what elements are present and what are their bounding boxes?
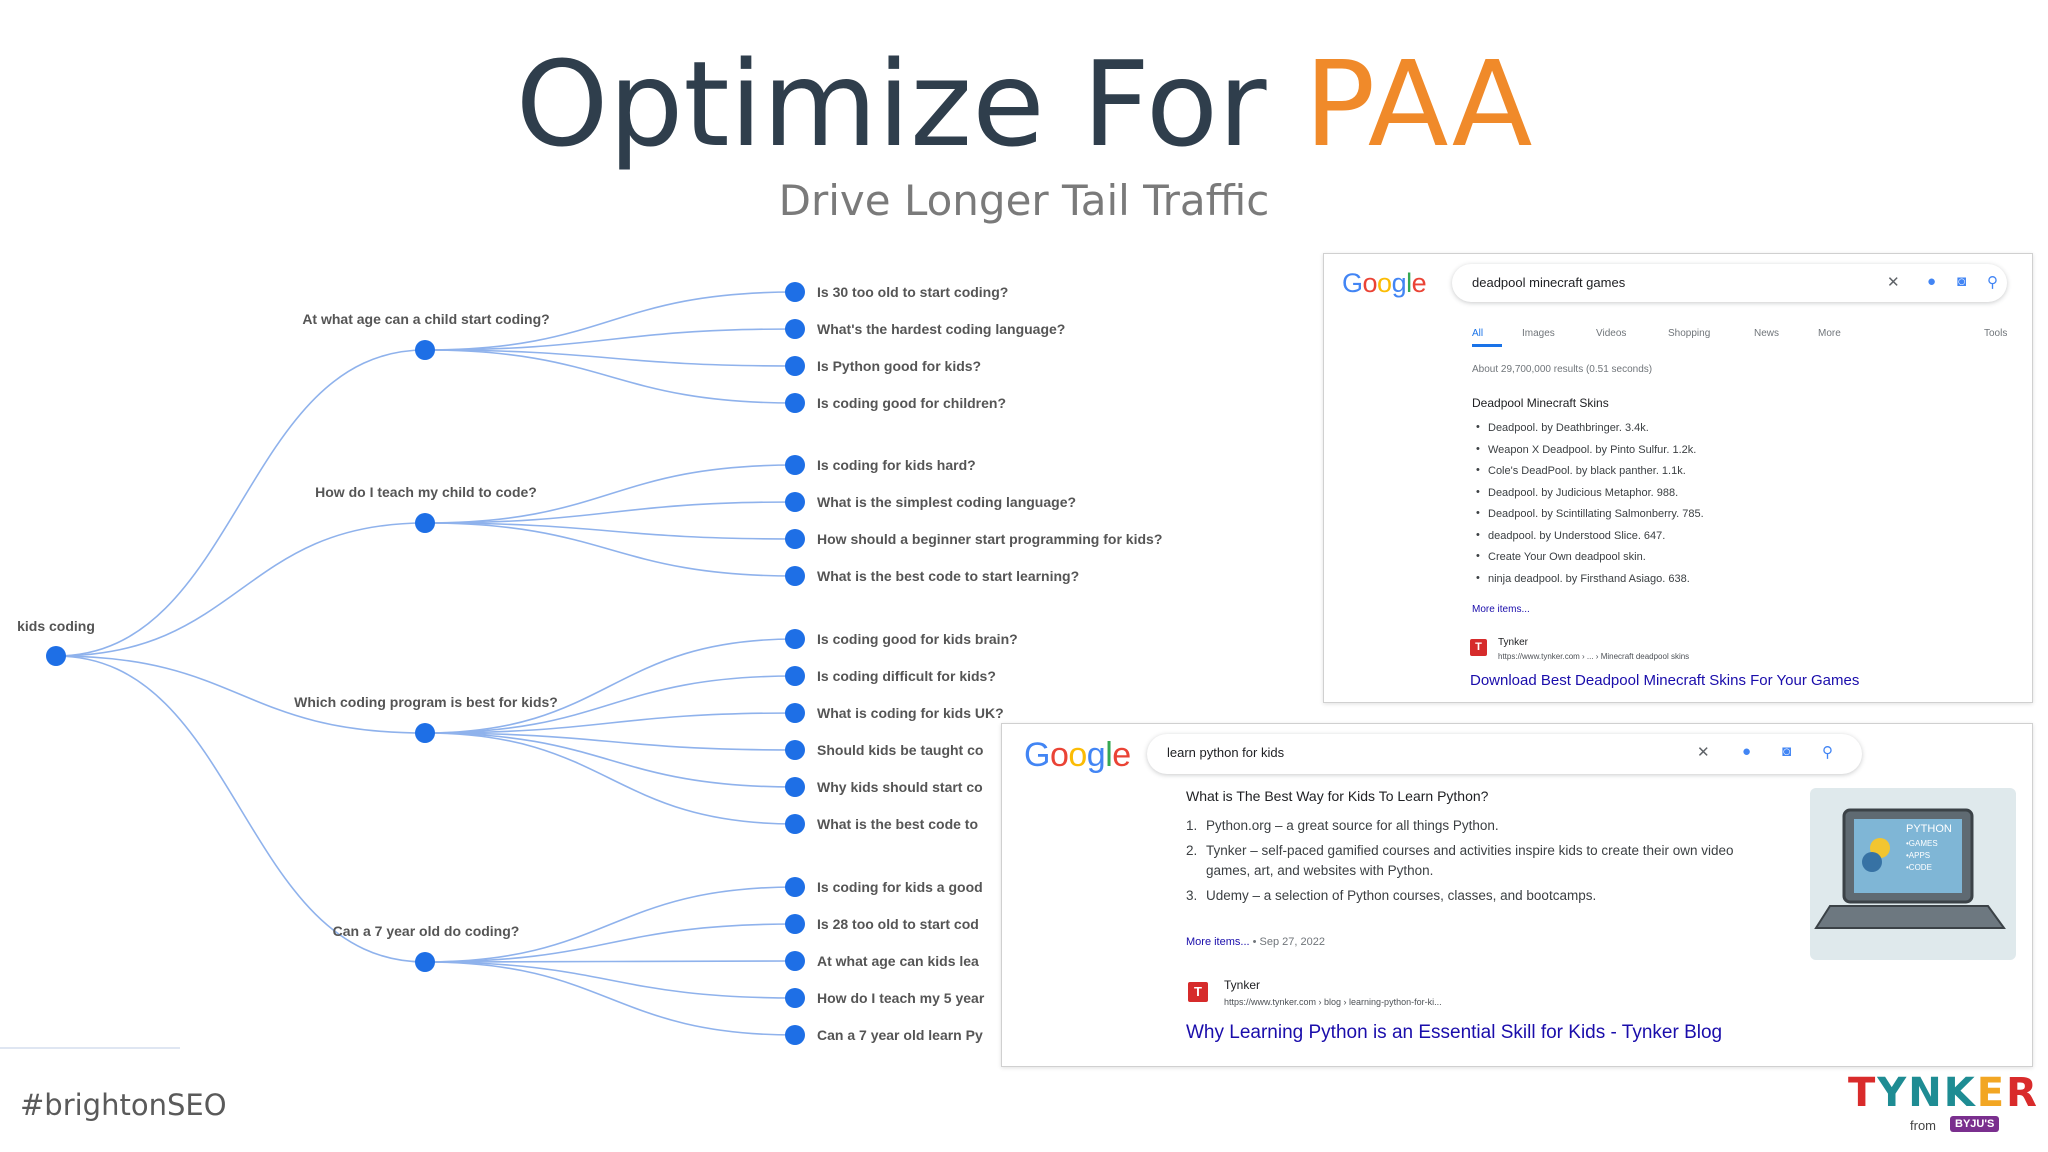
leaf-node[interactable] [785,282,805,302]
leaf-node[interactable] [785,1025,805,1045]
list-item: • Deadpool. by Scintillating Salmonberry. 785. [1472,508,1704,530]
list-item: • Weapon X Deadpool. by Pinto Sulfur. 1.2k. [1472,444,1704,466]
search-icon[interactable]: ⚲ [1822,744,1833,761]
brand-from: from [1910,1118,1936,1133]
list-item: 2. Tynker – self-paced gamified courses and activities inspire kids to create their own video games, art, and websites with Python. [1186,843,1734,878]
site-name: Tynker [1498,637,1529,648]
python-options-list [1186,816,1756,911]
leaf-node[interactable] [785,877,805,897]
hashtag: #brightonSEO [20,1088,227,1122]
tab-shopping[interactable]: Shopping [1668,328,1711,339]
leaf-node[interactable] [785,319,805,339]
title-accent: PAA [1304,35,1533,173]
root-node[interactable] [46,646,66,666]
snippet-date: • Sep 27, 2022 [1249,936,1325,948]
leaf-node[interactable] [785,988,805,1008]
tab-images[interactable]: Images [1522,328,1555,339]
leaf-question-label: What is the best code to start learning? [817,568,1080,584]
more-items-link[interactable]: More items... [1186,936,1250,948]
leaf-question-label: How do I teach my 5 year [817,990,985,1006]
list-item: • Cole's DeadPool. by black panther. 1.1k. [1472,465,1704,487]
leaf-node[interactable] [785,629,805,649]
leaf-node[interactable] [785,666,805,686]
branch-question-label: How do I teach my child to code? [315,484,537,500]
site-url: https://www.tynker.com › ... › Minecraft deadpool skins [1498,652,1690,661]
leaf-question-label: What is the simplest coding language? [817,494,1077,510]
list-item: • ninja deadpool. by Firsthand Asiago. 638. [1472,573,1704,595]
result-stats: About 29,700,000 results (0.51 seconds) [1472,364,1653,375]
google-logo: Google [1024,736,1131,774]
leaf-question-label: Is Python good for kids? [817,358,982,374]
close-icon[interactable]: ✕ [1887,274,1900,291]
search-icon[interactable]: ⚲ [1987,274,1998,291]
leaf-question-label: Can a 7 year old learn Py [817,1027,983,1043]
list-item: • Deadpool. by Deathbringer. 3.4k. [1472,422,1704,444]
leaf-question-label: What is coding for kids UK? [817,705,1004,721]
leaf-question-label: Is coding for kids a good [817,879,983,895]
tab-more[interactable]: More [1818,328,1841,339]
leaf-question-label: Should kids be taught co [817,742,984,758]
leaf-question-label: At what age can kids lea [817,953,979,969]
branch-node[interactable] [415,952,435,972]
root-branch-link [56,523,425,656]
camera-icon[interactable]: ◙ [1782,743,1792,760]
search-query: deadpool minecraft games [1472,275,1626,290]
leaf-node[interactable] [785,914,805,934]
leaf-node[interactable] [785,703,805,723]
leaf-node[interactable] [785,492,805,512]
tab-news[interactable]: News [1754,328,1780,339]
leaf-question-label: Is 30 too old to start coding? [817,284,1009,300]
leaf-question-label: Is coding for kids hard? [817,457,976,473]
branch-leaf-link [425,961,795,962]
leaf-question-label: Why kids should start co [817,779,983,795]
google-logo: Google [1342,268,1427,298]
leaf-question-label: Is coding difficult for kids? [817,668,996,684]
branch-leaf-link [425,733,795,824]
tab-all[interactable]: All [1472,328,1484,339]
tynker-logo: TYNKER from BYJU'S [1848,1070,2039,1133]
skins-list [1472,422,1704,594]
leaf-node[interactable] [785,566,805,586]
microphone-icon[interactable]: ● [1927,273,1937,290]
branch-node[interactable] [415,340,435,360]
leaf-node[interactable] [785,814,805,834]
list-item: • Create Your Own deadpool skin. [1472,551,1704,573]
branch-question-label: At what age can a child start coding? [302,311,550,327]
result-title-link[interactable]: Download Best Deadpool Minecraft Skins For Your Games [1470,672,1860,689]
leaf-node[interactable] [785,529,805,549]
featured-snippet-title: Deadpool Minecraft Skins [1472,396,1609,410]
leaf-question-label: How should a beginner start programming for kids? [817,531,1163,547]
branch-node[interactable] [415,723,435,743]
more-items-link[interactable]: More items... [1472,604,1530,615]
list-item: 1. Python.org – a great source for all things Python. [1186,818,1499,833]
svg-text:•APPS: •APPS [1906,851,1931,860]
leaf-question-label: Is coding good for children? [817,395,1006,411]
site-url: https://www.tynker.com › blog › learning-python-for-ki... [1224,997,1442,1007]
python-laptop-illustration [1810,788,2016,960]
svg-text:PYTHON: PYTHON [1906,823,1952,835]
branch-leaf-link [425,962,795,1035]
microphone-icon[interactable]: ● [1742,743,1752,760]
branch-question-label: Which coding program is best for kids? [294,694,558,710]
more-items-row [1186,936,1325,948]
search-input[interactable] [1452,264,2007,302]
list-item: • deadpool. by Understood Slice. 647. [1472,530,1704,552]
list-item: 3. Udemy – a selection of Python courses, classes, and bootcamps. [1186,888,1597,903]
leaf-node[interactable] [785,455,805,475]
tynker-favicon: T [1188,982,1208,1002]
search-input[interactable] [1147,734,1862,774]
slide-subtitle: Drive Longer Tail Traffic [778,176,1270,225]
close-icon[interactable]: ✕ [1697,744,1710,761]
leaf-question-label: What is the best code to [817,816,979,832]
title-main: Optimize For [515,35,1305,173]
leaf-node[interactable] [785,740,805,760]
root-keyword-label: kids coding [17,618,95,634]
svg-text:•CODE: •CODE [1906,863,1932,872]
leaf-node[interactable] [785,777,805,797]
serp-deadpool [1323,253,2033,703]
root-branch-link [56,350,425,656]
svg-text:•GAMES: •GAMES [1906,839,1938,848]
tynker-favicon: T [1470,639,1487,656]
branch-leaf-link [425,639,795,733]
byjus-badge: BYJU'S [1950,1116,1999,1132]
leaf-question-label: Is coding good for kids brain? [817,631,1018,647]
featured-snippet-question: What is The Best Way for Kids To Learn Python? [1186,788,1489,804]
list-item: • Deadpool. by Judicious Metaphor. 988. [1472,487,1704,509]
branch-leaf-link [425,502,795,523]
tab-videos[interactable]: Videos [1596,328,1627,339]
tools-link[interactable]: Tools [1984,328,2008,339]
leaf-node[interactable] [785,951,805,971]
leaf-node[interactable] [785,393,805,413]
branch-leaf-link [425,962,795,998]
branch-leaf-link [425,329,795,350]
leaf-question-label: What's the hardest coding language? [817,321,1066,337]
branch-question-label: Can a 7 year old do coding? [332,923,520,939]
camera-icon[interactable]: ◙ [1957,273,1967,290]
result-title-link[interactable]: Why Learning Python is an Essential Skill for Kids - Tynker Blog [1186,1022,1723,1043]
search-query: learn python for kids [1167,745,1285,760]
leaf-node[interactable] [785,356,805,376]
tree-nodes [17,282,1162,1045]
leaf-question-label: Is 28 too old to start cod [817,916,979,932]
site-name: Tynker [1224,978,1261,992]
serp-python [1001,723,2033,1067]
divider [0,1047,180,1049]
branch-node[interactable] [415,513,435,533]
